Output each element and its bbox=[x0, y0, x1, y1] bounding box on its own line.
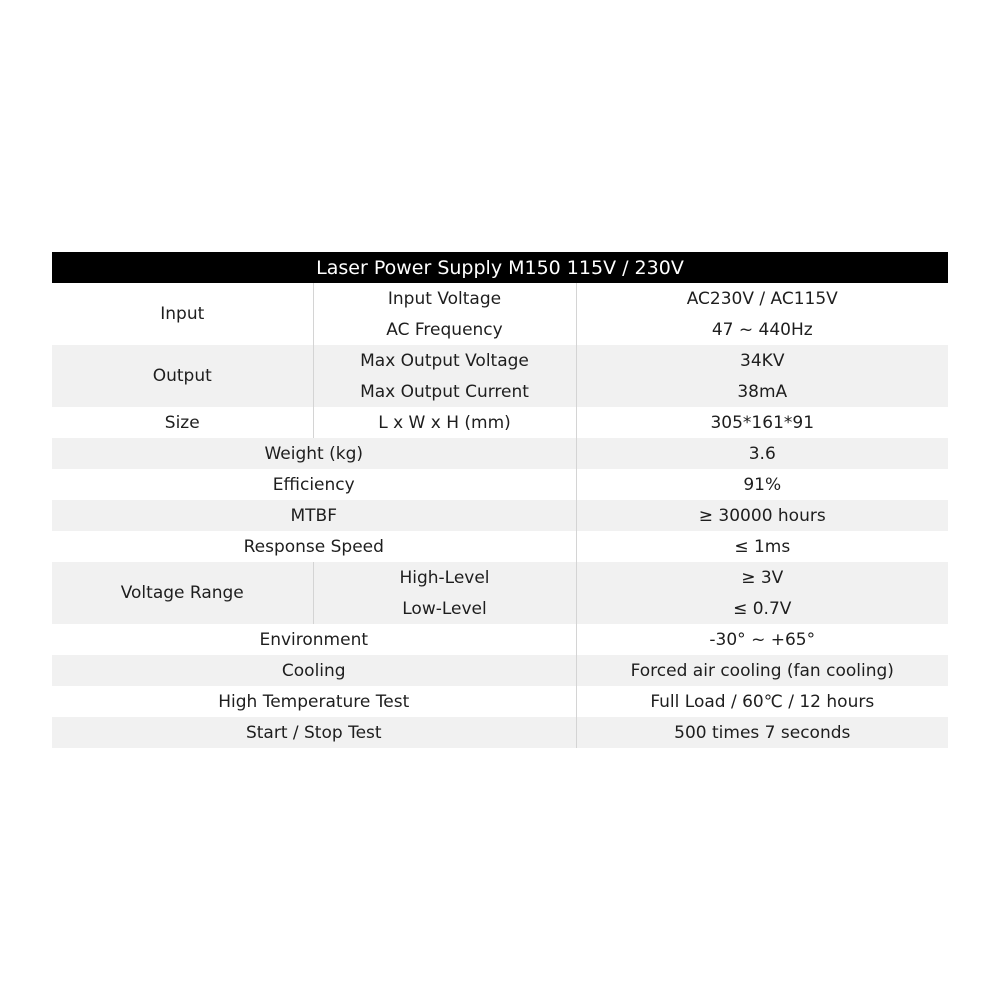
max-output-current-label: Max Output Current bbox=[313, 376, 576, 407]
max-output-voltage-label: Max Output Voltage bbox=[313, 345, 576, 376]
input-row-1 bbox=[52, 283, 948, 314]
title-row bbox=[52, 252, 948, 283]
cooling-value: Forced air cooling (fan cooling) bbox=[576, 655, 948, 686]
mtbf-label: MTBF bbox=[52, 500, 576, 531]
voltage-range-label: Voltage Range bbox=[52, 562, 313, 624]
low-level-value: ≤ 0.7V bbox=[576, 593, 948, 624]
start-stop-test-row bbox=[52, 717, 948, 748]
high-level-value: ≥ 3V bbox=[576, 562, 948, 593]
output-row-1 bbox=[52, 345, 948, 376]
efficiency-label: Efficiency bbox=[52, 469, 576, 500]
ac-frequency-label: AC Frequency bbox=[313, 314, 576, 345]
response-speed-value: ≤ 1ms bbox=[576, 531, 948, 562]
max-output-current-value: 38mA bbox=[576, 376, 948, 407]
table-title: Laser Power Supply M150 115V / 230V bbox=[52, 252, 948, 283]
weight-value: 3.6 bbox=[576, 438, 948, 469]
high-temp-test-value: Full Load / 60℃ / 12 hours bbox=[576, 686, 948, 717]
high-temp-test-label: High Temperature Test bbox=[52, 686, 576, 717]
weight-row bbox=[52, 438, 948, 469]
input-label: Input bbox=[52, 283, 313, 345]
cooling-label: Cooling bbox=[52, 655, 576, 686]
start-stop-test-value: 500 times 7 seconds bbox=[576, 717, 948, 748]
weight-label: Weight (kg) bbox=[52, 438, 576, 469]
input-voltage-label: Input Voltage bbox=[313, 283, 576, 314]
mtbf-row bbox=[52, 500, 948, 531]
spec-table bbox=[52, 252, 948, 748]
size-row bbox=[52, 407, 948, 438]
max-output-voltage-value: 34KV bbox=[576, 345, 948, 376]
cooling-row bbox=[52, 655, 948, 686]
environment-value: -30° ~ +65° bbox=[576, 624, 948, 655]
low-level-label: Low-Level bbox=[313, 593, 576, 624]
high-temp-test-row bbox=[52, 686, 948, 717]
high-level-label: High-Level bbox=[313, 562, 576, 593]
start-stop-test-label: Start / Stop Test bbox=[52, 717, 576, 748]
efficiency-row bbox=[52, 469, 948, 500]
environment-label: Environment bbox=[52, 624, 576, 655]
size-value: 305*161*91 bbox=[576, 407, 948, 438]
efficiency-value: 91% bbox=[576, 469, 948, 500]
output-label: Output bbox=[52, 345, 313, 407]
input-voltage-value: AC230V / AC115V bbox=[576, 283, 948, 314]
response-speed-label: Response Speed bbox=[52, 531, 576, 562]
environment-row bbox=[52, 624, 948, 655]
response-speed-row bbox=[52, 531, 948, 562]
ac-frequency-value: 47 ~ 440Hz bbox=[576, 314, 948, 345]
size-label: Size bbox=[52, 407, 313, 438]
voltage-range-row-1 bbox=[52, 562, 948, 593]
mtbf-value: ≥ 30000 hours bbox=[576, 500, 948, 531]
size-param-label: L x W x H (mm) bbox=[313, 407, 576, 438]
